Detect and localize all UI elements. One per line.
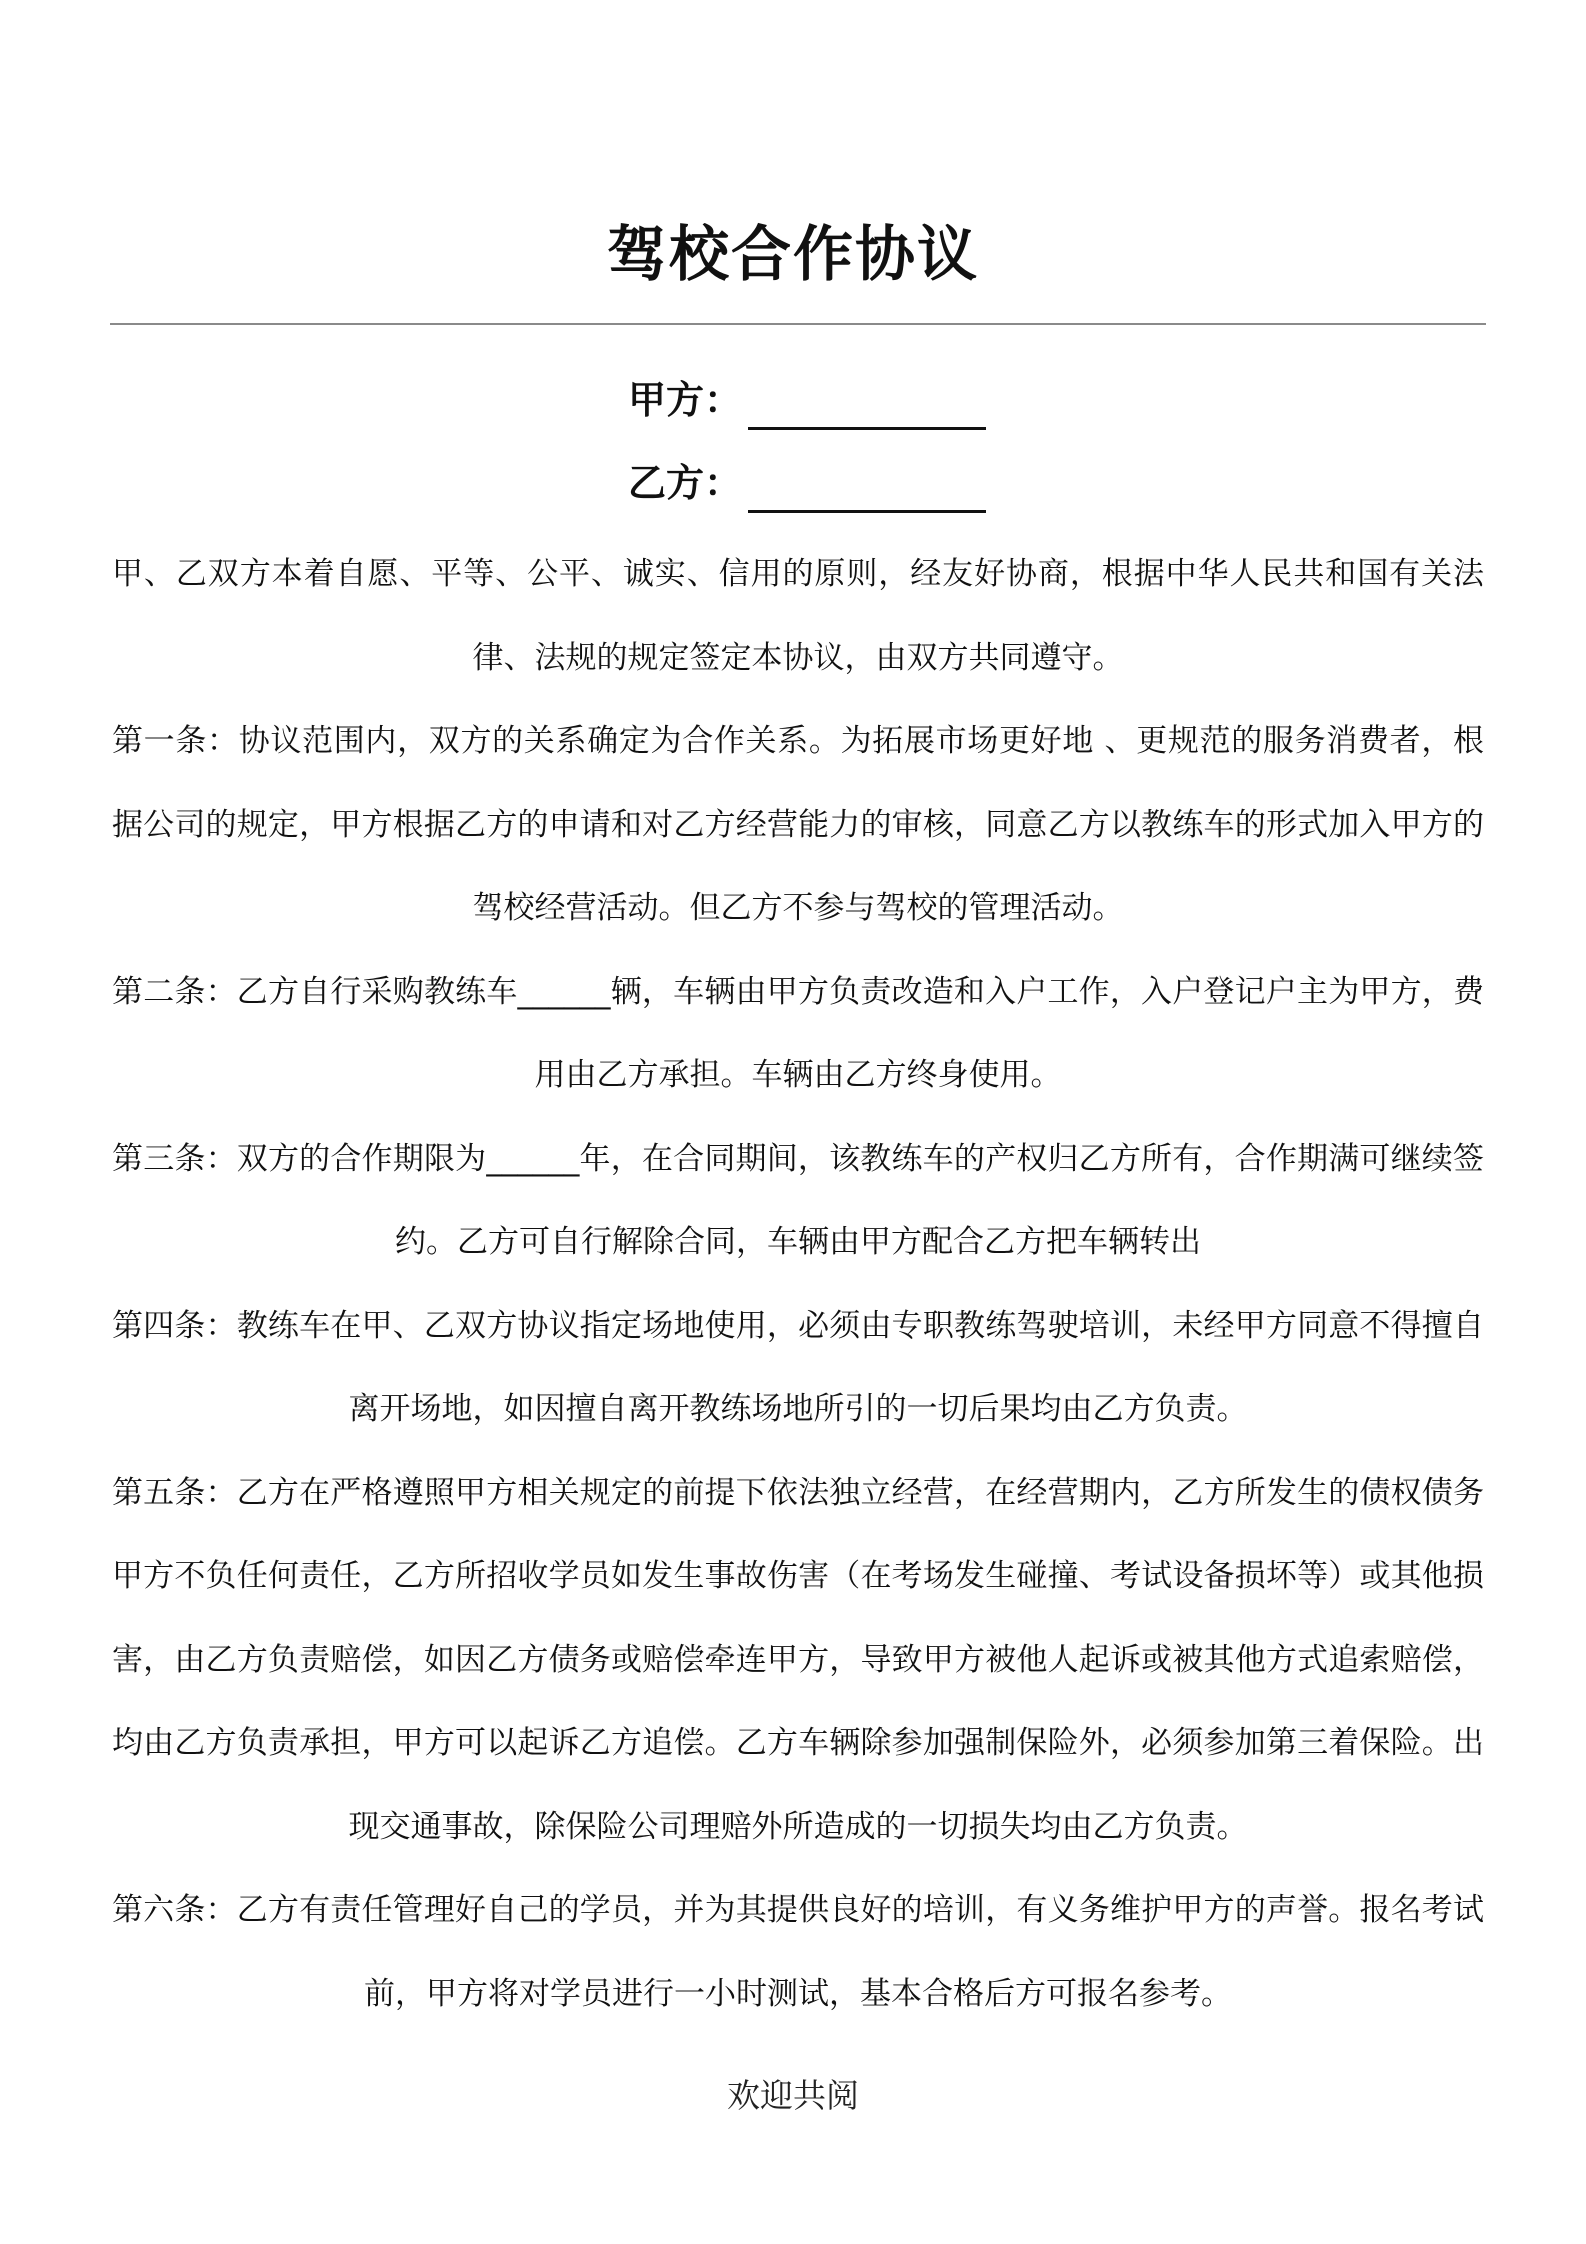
party-b-label: 乙方：	[628, 461, 743, 505]
preamble-paragraph: 甲、乙双方本着自愿、平等、公平、诚实、信用的原则，经友好协商，根据中华人民共和国有关法律、法规的规定签定本协议，由双方共同遵守。	[112, 556, 1484, 676]
article-5-paragraph: 第五条：乙方在严格遵照甲方相关规定的前提下依法独立经营，在经营期内，乙方所发生的债权债务甲方不负任何责任，乙方所招收学员如发生事故伤害（在考场发生碰撞、考试设备损坏等）或其他损害，由乙方负责赔偿，如因乙方债务或赔偿牵连甲方，导致甲方被他人起诉或被其他方式追索赔偿，均由乙方负责承担，甲方可以起诉乙方追偿。乙方车辆除参加强制保险外，必须参加第三着保险。出现交通事故，除保险公司理赔外所造成的一切损失均由乙方负责。	[112, 1474, 1484, 1845]
party-b-line	[628, 453, 986, 513]
document-title: 驾校合作协议	[607, 220, 979, 290]
party-a-line	[628, 370, 986, 430]
agreement-body	[112, 533, 1484, 2036]
article-3-paragraph: 第三条：双方的合作期限为______年，在合同期间，该教练车的产权归乙方所有，合作期满可继续签约。乙方可自行解除合同，车辆由甲方配合乙方把车辆转出	[112, 1140, 1484, 1260]
footer-text: 欢迎共阅	[727, 2076, 859, 2115]
party-a-label: 甲方：	[628, 378, 743, 422]
article-6-paragraph: 第六条：乙方有责任管理好自己的学员，并为其提供良好的培训，有义务维护甲方的声誉。报名考试前，甲方将对学员进行一小时测试，基本合格后方可报名参考。	[112, 1892, 1484, 2012]
title-divider	[110, 323, 1486, 325]
article-4-paragraph: 第四条：教练车在甲、乙双方协议指定场地使用，必须由专职教练驾驶培训，未经甲方同意不得擅自离开场地，如因擅自离开教练场地所引的一切后果均由乙方负责。	[112, 1307, 1484, 1427]
article-1-paragraph: 第一条：协议范围内，双方的关系确定为合作关系。为拓展市场更好地 、更规范的服务消费者，根据公司的规定，甲方根据乙方的申请和对乙方经营能力的审核，同意乙方以教练车的形式加入甲方的驾校经营活动。但乙方不参与驾校的管理活动。	[112, 723, 1484, 926]
party-b-blank	[748, 470, 986, 513]
party-a-blank	[748, 387, 986, 430]
article-2-paragraph: 第二条：乙方自行采购教练车______辆，车辆由甲方负责改造和入户工作，入户登记户主为甲方，费用由乙方承担。车辆由乙方终身使用。	[112, 973, 1484, 1093]
